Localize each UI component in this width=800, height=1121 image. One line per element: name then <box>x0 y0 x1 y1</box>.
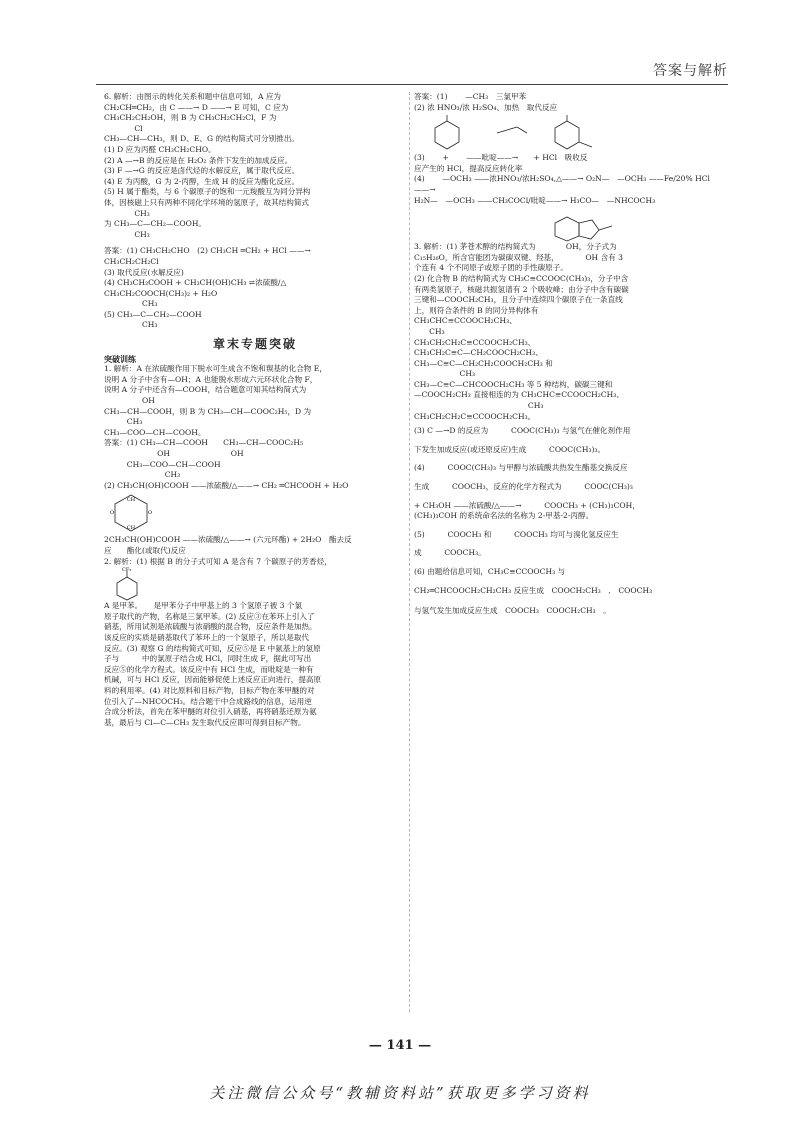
q2-explanation <box>104 557 406 729</box>
text-line: 位引入了—NHCOCH₃。结合题干中合成路线的信息，运用逆 <box>104 696 312 706</box>
text-line: (CH₃)₃COH 的系统命名法的名称为 2-甲基-2-丙醇。 <box>414 511 594 521</box>
section-title: 章末专题突破 <box>212 337 297 352</box>
q6-answer <box>104 246 406 331</box>
text-line: CH₃CH₂CH₂C≡CCOOCH₂CH₃、 <box>414 337 536 347</box>
text-line: CH₃CH₂CH₂C≡CCOOCH₂CH₃。 <box>414 411 536 421</box>
text-line: 6. 解析：由图示的转化关系和题中信息可知，A 应为 <box>104 92 282 101</box>
text-line: CH₃—COO—CH—COOH <box>104 459 221 469</box>
atractylol-structure <box>417 212 717 242</box>
text-line: (4) —OCH₃ ——浓HNO₃/浓H₂SO₄,△——→ O₂N— —OCH₃ ——Fe/20% HCl——→ <box>414 174 710 194</box>
text-line: 体，因核磁上只有两种不同化学环境的氢原子，故其结构简式 <box>104 197 310 207</box>
text-line: CH₃ <box>414 369 476 379</box>
text-line: 答案：(1) —CH₃ 三氯甲苯 <box>414 92 527 101</box>
text-line: (3) 取代反应(水解反应) <box>104 267 184 277</box>
text-line: 答案：(1) CH₃—CH—COOH CH₃—CH—COOC₂H₅ <box>104 438 303 448</box>
text-line: CH₃CH₂CH₂Cl <box>104 256 159 266</box>
text-line: 机碱，可与 HCl 反应，因而能够促使上述反应正向进行，提高原 <box>104 675 322 685</box>
text-line: CH₃—CH—CH₃，则 D、E、G 的结构简式可分别推出。 <box>104 134 300 144</box>
q6-explanation <box>104 92 406 240</box>
text-line: CH₃—CH—COOH，则 B 为 CH₃—CH—COOC₂H₅，D 为 <box>104 406 312 416</box>
text-line: (5) CH₃—C—CH₂—COOH <box>104 309 202 319</box>
text-line: 有两类氢原子，核磁共振氢谱有 2 个吸收峰；由分子中含有碳碳 <box>414 284 629 294</box>
q1-explanation <box>104 364 406 556</box>
text-line: (2) 化合物 B 的结构简式为 CH₃C≡CCOOC(CH₃)₃，分子中含 <box>414 273 629 283</box>
text-line: 硝基，所用试剂是浓硫酸与浓硝酸的混合物，反应条件是加热。 <box>104 622 317 632</box>
text-line: + CH₃OH ——浓硫酸/△——→ COOCH₃ + (CH₃)₃COH， <box>414 500 640 510</box>
text-line: CH₃CH₂C≡C—CH₂COOCH₂CH₃、 <box>414 348 543 358</box>
text-line: CH₂CH═CH₂，由 C ——→ D ——→ E 可知，C 应为 <box>104 102 289 112</box>
text-line: 3. 解析：(1) 茅苍术醇的结构简式为 OH，分子式为 <box>414 242 617 252</box>
text-line: 合成分析法，首先在苯甲醚的对位引入硝基，再将硝基还原为氨 <box>104 707 317 717</box>
column-divider <box>409 92 410 1012</box>
text-line: (6) 由题给信息可知，CH₃C≡CCOOCH₃ 与 <box>414 567 566 576</box>
q2-answer <box>414 92 719 206</box>
text-line: (4) E 为丙酸，G 为 2-丙醇，生成 H 的反应为酯化反应。 <box>104 176 300 186</box>
page-header <box>0 0 800 92</box>
text-line: 说明 A 分子中含有—OH；A 也能脱水形成六元环状化合物 F， <box>104 374 318 384</box>
text-line: Cl <box>104 123 143 133</box>
text-line: H₂N— —OCH₃ ——CH₃COCl/吡啶——→ H₃CO— —NHCOCH₃ <box>414 195 656 205</box>
svg-text:CH: CH <box>126 525 136 532</box>
text-line: OH OH <box>104 449 244 458</box>
text-line: CH₃CHC≡CCOOCH₂CH₃、 <box>414 316 517 326</box>
text-line: 与氢气发生加成反应生成 COOCH₃ COOCH₂CH₃ 。 <box>414 606 611 616</box>
text-line: CH₃ <box>414 326 445 336</box>
text-line: CH₃ <box>104 470 181 480</box>
text-line: (1) D 应为丙醛 CH₃CH₂CHO。 <box>104 144 216 154</box>
right-column <box>414 92 719 617</box>
text-line: CH₃ <box>104 320 158 330</box>
text-line: CH₃ <box>104 208 150 218</box>
text-line: 应产生的 HCl，提高反应转化率 <box>414 163 523 173</box>
header-rule <box>96 84 728 85</box>
text-line: 三键和—COOCH₂CH₃，且分子中连续四个碳原子在一条直线 <box>414 295 623 305</box>
text-line: 子与 中的氯原子结合成 HCl，同时生成 F，据此可写出 <box>104 654 312 664</box>
text-line: OH <box>104 396 155 406</box>
training-label: 突破训练 <box>104 353 136 364</box>
text-line: CH₃ <box>104 417 143 427</box>
text-line: CH₃ <box>104 229 150 239</box>
text-line: (3) C —→D 的反应为 COOC(CH₃)₃ 与氢气在催化剂作用 <box>414 426 631 436</box>
text-line: C₁₅H₂₆O，所含官能团为碳碳双键、羟基， OH 含有 3 <box>414 252 624 262</box>
text-line: 料的利用率。(4) 对比原料和目标产物，目标产物在苯甲醚的对 <box>104 685 315 695</box>
text-line: 下发生加成反应(或还原反应)生成 COOC(CH₃)₃。 <box>414 444 606 454</box>
text-line: CH₂═CHCOOCH₂CH₂CH₃ 反应生成 COOCH₂CH₃ , COOCH₃ <box>414 585 653 595</box>
footer-note: 关注微信公众号“教辅资料站”获取更多学习资料 <box>209 1084 591 1102</box>
text-line: 生成 COOCH₃，反应的化学方程式为 COOC(CH₃)₃ <box>414 482 633 492</box>
six-membered-ring-ester-structure <box>107 491 155 535</box>
reaction-3-structures <box>417 113 717 153</box>
text-line: (5) COOCH₃ 和 COOCH₃ 均可与溴化氢反应生 <box>414 529 619 539</box>
text-line: (4) CH₃CH₂COOH + CH₃CH(OH)CH₃ ⇌浓硫酸/△ <box>104 278 287 288</box>
text-line: 2CH₃CH(OH)COOH ——浓硫酸/△——→ (六元环酯) + 2H₂O 酯去反 <box>104 535 352 545</box>
svg-text:O: O <box>110 510 115 517</box>
text-line: 原子取代的产物，名称是三氯甲苯。(2) 反应③在苯环上引入了 <box>104 611 315 621</box>
text-line: CH₃—COO—CH—COOH。 <box>104 427 206 437</box>
q3-explanation <box>414 212 719 617</box>
text-line: (2) CH₃CH(OH)COOH ——浓硫酸/△——→ CH₂ ═CHCOOH + H₂O <box>104 480 349 490</box>
text-line: (4) COOC(CH₃)₃ 与甲醇与浓硫酸共热发生酯基交换反应 <box>414 463 628 473</box>
left-column <box>104 92 406 728</box>
text-line: CH₃—C≡C—CH₂CH₂COOCH₂CH₃ 和 <box>414 358 553 368</box>
text-line: CH₃CH₂COOCH(CH₃)₂ + H₂O <box>104 288 218 298</box>
text-line: 1. 解析：A 在浓硫酸作用下脱水可生成含不饱和羰基的化合物 E， <box>104 364 327 374</box>
header-title: 答案与解析 <box>653 63 728 79</box>
text-line: (3) + ——吡啶——→ + HCl 吸收反 <box>414 153 588 163</box>
text-line: (3) F —→G 的反应是卤代烃的水解反应，属于取代反应。 <box>104 166 300 176</box>
text-line: 说明 A 分子中还含有—COOH，结合题意可知其结构简式为 <box>104 385 307 395</box>
svg-text:CH: CH <box>126 497 136 504</box>
text-line: 该反应的实质是硝基取代了苯环上的一个氢原子，所以是取代 <box>104 632 310 642</box>
text-line: 基，最后与 Cl—C—CH₃ 发生取代反应即可得到目标产物。 <box>104 717 306 727</box>
svg-text:O: O <box>148 510 153 517</box>
text-line: —COOCH₂CH₃ 直接相连的为 CH₃CHC≡CCOOCH₂CH₃、 <box>414 390 624 400</box>
text-line: 应 酯化(或取代)反应 <box>104 545 186 555</box>
text-line: CH₃—C≡C—CHCOOCH₂CH₃ 等 5 种结构，碳碳三键和 <box>414 379 613 389</box>
text-line: 反应⑤的化学方程式。该反应中有 HCl 生成，而吡啶是一种有 <box>104 664 314 674</box>
trichlorotoluene-structure <box>107 567 147 601</box>
text-line: 反应。(3) 观察 G 的结构简式可知，反应⑤是 E 中氨基上的氢原 <box>104 643 321 653</box>
ring-ester-line <box>104 491 406 535</box>
text-line: CH₃ <box>414 401 544 411</box>
text-line: CH₃ <box>104 299 158 309</box>
text-line: (5) H 属于酯类，与 6 个碳原子的饱和一元羧酸互为同分异构 <box>104 187 311 197</box>
text-line: (2) 浓 HNO₃/浓 H₂SO₄、加热 取代反应 <box>414 102 558 112</box>
svg-text:CF₃: CF₃ <box>122 567 132 574</box>
text-line: (2) A —→B 的反应是在 H₂O₂ 条件下发生的加成反应。 <box>104 155 293 165</box>
text-line: 上，则符合条件的 B 的同分异构体有 <box>414 305 539 315</box>
page-number: — 141 — <box>368 1038 432 1053</box>
text-line: 成 COOCH₃。 <box>414 548 486 558</box>
text-line: 2. 解析：(1) 根据 B 的分子式可知 A 是含有 7 个碳原子的芳香烃， <box>104 556 332 566</box>
text-line: 答案：(1) CH₃CH₂CHO (2) CH₃CH ═CH₂ + HCl ——→ <box>104 246 311 256</box>
text-line: A 是甲苯。 是甲苯分子中甲基上的 3 个氢原子被 3 个氯 <box>104 601 303 611</box>
text-line: 为 CH₃—C—CH₂—COOH。 <box>104 219 207 229</box>
text-line: 个连有 4 个不同原子或原子团的手性碳原子。 <box>414 263 568 273</box>
text-line: CH₃CH₂CH₂OH，则 B 为 CH₃CH₂CH₂Cl，F 为 <box>104 113 277 123</box>
